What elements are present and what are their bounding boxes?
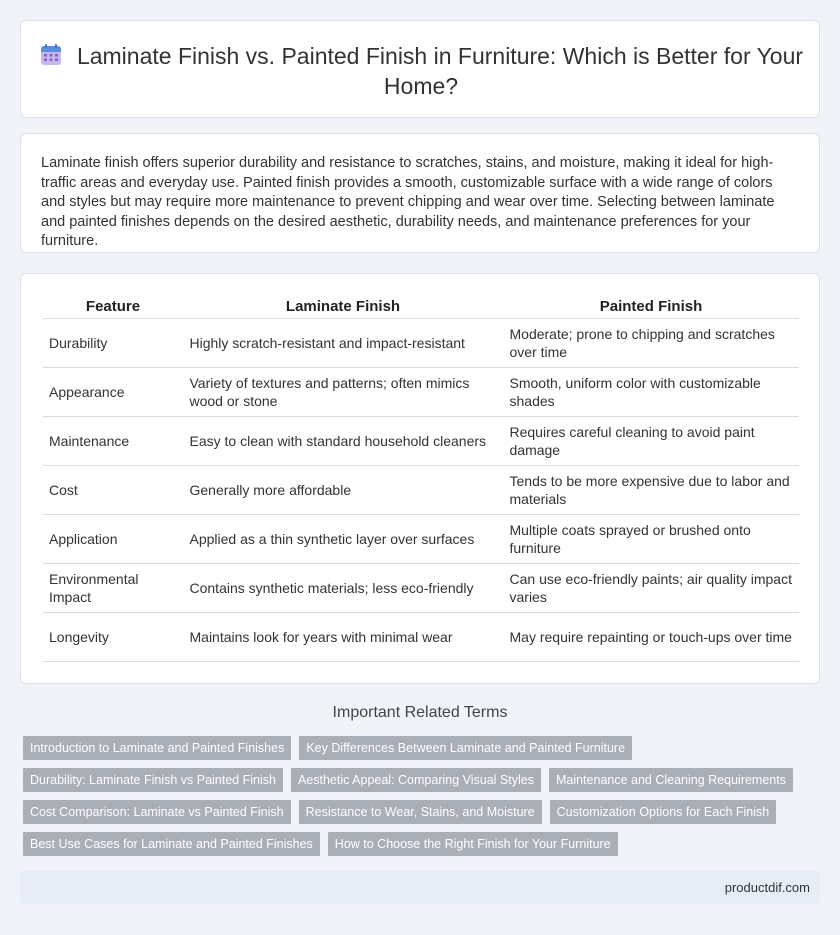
related-term-tag[interactable]: How to Choose the Right Finish for Your Furniture bbox=[328, 832, 618, 856]
laminate-cell: Easy to clean with standard household cleaners bbox=[183, 417, 503, 466]
page-title-wrap bbox=[21, 41, 821, 101]
table-row bbox=[43, 613, 799, 662]
comparison-card bbox=[20, 273, 820, 684]
intro-paragraph: Laminate finish offers superior durability and resistance to scratches, stains, and moisture, making it ideal for high-traffic areas and everyday use. Painted finish provides a smooth, customizable surface with a wide range of colors and styles but may require more maintenance to prevent chipping and wear over time. Selecting between laminate and painted finishes depends on the desired aesthetic, durability needs, and maintenance preferences for your furniture. bbox=[41, 155, 775, 249]
table-row bbox=[43, 515, 799, 564]
laminate-cell: Variety of textures and patterns; often mimics wood or stone bbox=[183, 368, 503, 417]
related-terms-heading: Important Related Terms bbox=[332, 704, 508, 721]
painted-cell: Smooth, uniform color with customizable shades bbox=[503, 368, 799, 417]
feature-cell: Application bbox=[43, 515, 183, 564]
footer bbox=[20, 871, 820, 904]
related-term-tag[interactable]: Maintenance and Cleaning Requirements bbox=[549, 768, 793, 792]
comparison-table bbox=[43, 294, 799, 662]
painted-cell: Tends to be more expensive due to labor and materials bbox=[503, 466, 799, 515]
tag-row bbox=[23, 832, 803, 856]
header-card bbox=[20, 20, 820, 118]
related-term-tag[interactable]: Durability: Laminate Finish vs Painted Finish bbox=[23, 768, 283, 792]
painted-cell: Can use eco-friendly paints; air quality impact varies bbox=[503, 564, 799, 613]
header-painted: Painted Finish bbox=[503, 294, 799, 319]
painted-cell: Moderate; prone to chipping and scratches over time bbox=[503, 319, 799, 368]
tag-row bbox=[23, 768, 803, 792]
laminate-cell: Maintains look for years with minimal wear bbox=[183, 613, 503, 662]
feature-cell: Durability bbox=[43, 319, 183, 368]
related-term-tag[interactable]: Aesthetic Appeal: Comparing Visual Styles bbox=[291, 768, 541, 792]
feature-cell: Environmental Impact bbox=[43, 564, 183, 613]
header-feature: Feature bbox=[43, 294, 183, 319]
laminate-cell: Highly scratch-resistant and impact-resistant bbox=[183, 319, 503, 368]
table-row bbox=[43, 417, 799, 466]
table-row bbox=[43, 319, 799, 368]
tag-row bbox=[23, 800, 803, 824]
painted-cell: Multiple coats sprayed or brushed onto furniture bbox=[503, 515, 799, 564]
related-term-tag[interactable]: Introduction to Laminate and Painted Finishes bbox=[23, 736, 291, 760]
table-row bbox=[43, 368, 799, 417]
painted-cell: May require repainting or touch-ups over time bbox=[503, 613, 799, 662]
feature-cell: Cost bbox=[43, 466, 183, 515]
calendar-grid-icon bbox=[39, 43, 63, 67]
feature-cell: Appearance bbox=[43, 368, 183, 417]
painted-cell: Requires careful cleaning to avoid paint damage bbox=[503, 417, 799, 466]
table-header-row bbox=[43, 294, 799, 319]
laminate-cell: Generally more affordable bbox=[183, 466, 503, 515]
tag-row bbox=[23, 736, 803, 760]
laminate-cell: Contains synthetic materials; less eco-friendly bbox=[183, 564, 503, 613]
page-title: Laminate Finish vs. Painted Finish in Furniture: Which is Better for Your Home? bbox=[76, 43, 804, 99]
feature-cell: Maintenance bbox=[43, 417, 183, 466]
footer-site-name[interactable]: productdif.com bbox=[724, 880, 810, 895]
table-row bbox=[43, 466, 799, 515]
table-row bbox=[43, 564, 799, 613]
related-term-tag[interactable]: Customization Options for Each Finish bbox=[550, 800, 777, 824]
header-laminate: Laminate Finish bbox=[183, 294, 503, 319]
intro-card bbox=[20, 133, 820, 253]
related-term-tag[interactable]: Key Differences Between Laminate and Painted Furniture bbox=[299, 736, 632, 760]
related-term-tag[interactable]: Cost Comparison: Laminate vs Painted Finish bbox=[23, 800, 291, 824]
related-term-tag[interactable]: Resistance to Wear, Stains, and Moisture bbox=[299, 800, 542, 824]
related-terms-list bbox=[23, 736, 803, 864]
feature-cell: Longevity bbox=[43, 613, 183, 662]
related-term-tag[interactable]: Best Use Cases for Laminate and Painted Finishes bbox=[23, 832, 320, 856]
laminate-cell: Applied as a thin synthetic layer over surfaces bbox=[183, 515, 503, 564]
